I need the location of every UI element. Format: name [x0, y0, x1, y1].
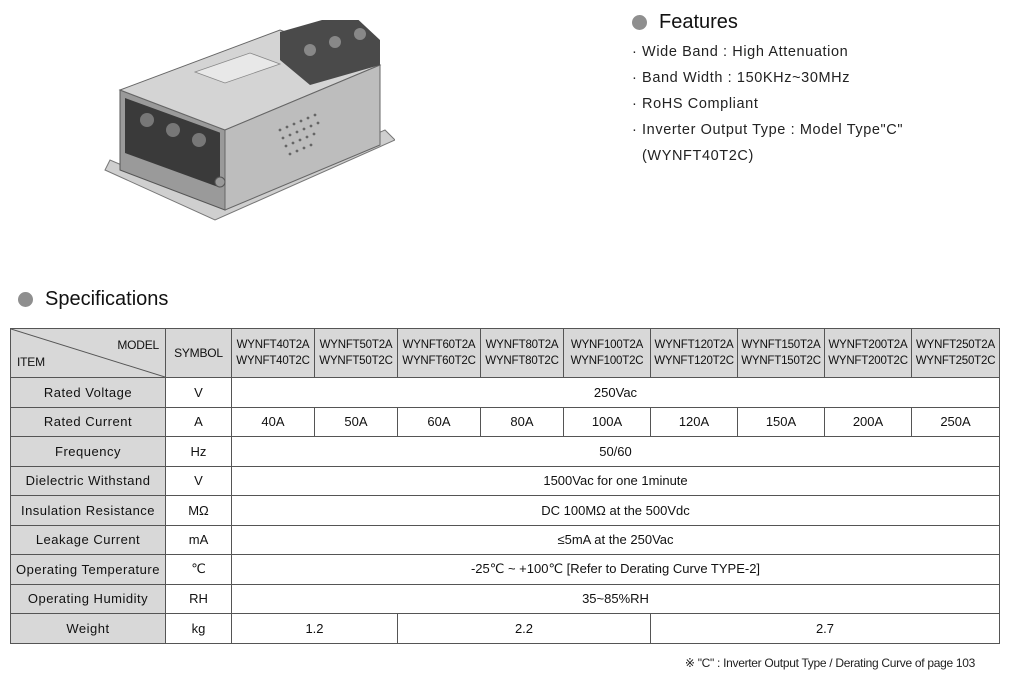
model-label: MODEL — [117, 338, 159, 352]
row-value: 50/60 — [232, 437, 1000, 467]
row-item: Operating Temperature — [11, 555, 166, 585]
row-symbol: V — [166, 378, 232, 408]
row-symbol: A — [166, 407, 232, 437]
item-label: ITEM — [17, 355, 45, 369]
row-value: 35~85%RH — [232, 584, 1000, 614]
table-row — [11, 584, 1000, 614]
row-value: 40A — [232, 407, 315, 437]
features-header — [632, 11, 738, 34]
table-row — [11, 525, 1000, 555]
row-value: DC 100MΩ at the 500Vdc — [232, 496, 1000, 526]
table-row — [11, 378, 1000, 408]
model-header: WYNF100T2A WYNF100T2C — [564, 329, 651, 378]
specifications-header — [18, 288, 168, 311]
model-item-header — [11, 329, 166, 378]
feature-item: · Wide Band : High Attenuation — [632, 44, 849, 60]
row-symbol: Hz — [166, 437, 232, 467]
specifications-table — [10, 328, 1000, 644]
row-item: Weight — [11, 614, 166, 644]
symbol-header: SYMBOL — [166, 329, 232, 378]
table-row — [11, 496, 1000, 526]
row-value: 150A — [738, 407, 825, 437]
row-value: ≤5mA at the 250Vac — [232, 525, 1000, 555]
row-value: 1.2 — [232, 614, 398, 644]
row-item: Dielectric Withstand — [11, 466, 166, 496]
row-item: Frequency — [11, 437, 166, 467]
row-symbol: RH — [166, 584, 232, 614]
features-list — [632, 39, 903, 169]
model-header: WYNFT80T2A WYNFT80T2C — [481, 329, 564, 378]
row-value: 250Vac — [232, 378, 1000, 408]
table-header-row — [11, 329, 1000, 378]
row-item: Operating Humidity — [11, 584, 166, 614]
row-value: 250A — [912, 407, 1000, 437]
table-row — [11, 437, 1000, 467]
model-header: WYNFT250T2A WYNFT250T2C — [912, 329, 1000, 378]
footnote: ※ "C" : Inverter Output Type / Derating Curve of page 103 — [684, 656, 975, 670]
row-item: Leakage Current — [11, 525, 166, 555]
table-row — [11, 466, 1000, 496]
feature-item: · RoHS Compliant — [632, 96, 759, 112]
row-value: 50A — [315, 407, 398, 437]
row-symbol: mA — [166, 525, 232, 555]
row-value: 80A — [481, 407, 564, 437]
row-value: 100A — [564, 407, 651, 437]
table-row — [11, 614, 1000, 644]
table-row — [11, 407, 1000, 437]
features-title: Features — [659, 11, 738, 33]
feature-item: · Band Width : 150KHz~30MHz — [632, 70, 851, 86]
row-item: Insulation Resistance — [11, 496, 166, 526]
row-value: 60A — [398, 407, 481, 437]
model-header: WYNFT50T2A WYNFT50T2C — [315, 329, 398, 378]
feature-item-text: · Inverter Output Type : Model Type"C" — [632, 122, 904, 138]
specifications-title: Specifications — [45, 288, 169, 310]
feature-item — [632, 117, 903, 169]
row-value: -25℃ ~ +100℃ [Refer to Derating Curve TYPE-2] — [232, 555, 1000, 585]
row-symbol: ℃ — [166, 555, 232, 585]
bullet-icon — [18, 292, 33, 307]
row-value: 2.7 — [651, 614, 1000, 644]
row-symbol: kg — [166, 614, 232, 644]
row-symbol: V — [166, 466, 232, 496]
model-header: WYNFT150T2A WYNFT150T2C — [738, 329, 825, 378]
row-item: Rated Voltage — [11, 378, 166, 408]
model-header: WYNFT40T2A WYNFT40T2C — [232, 329, 315, 378]
row-value: 2.2 — [398, 614, 651, 644]
bullet-icon — [632, 15, 647, 30]
row-symbol: MΩ — [166, 496, 232, 526]
row-value: 1500Vac for one 1minute — [232, 466, 1000, 496]
row-value: 120A — [651, 407, 738, 437]
row-item: Rated Current — [11, 407, 166, 437]
model-header: WYNFT60T2A WYNFT60T2C — [398, 329, 481, 378]
table-row — [11, 555, 1000, 585]
row-value: 200A — [825, 407, 912, 437]
feature-item-continuation: (WYNFT40T2C) — [642, 148, 754, 164]
model-header: WYNFT120T2A WYNFT120T2C — [651, 329, 738, 378]
model-header: WYNFT200T2A WYNFT200T2C — [825, 329, 912, 378]
product-photo — [95, 20, 395, 230]
